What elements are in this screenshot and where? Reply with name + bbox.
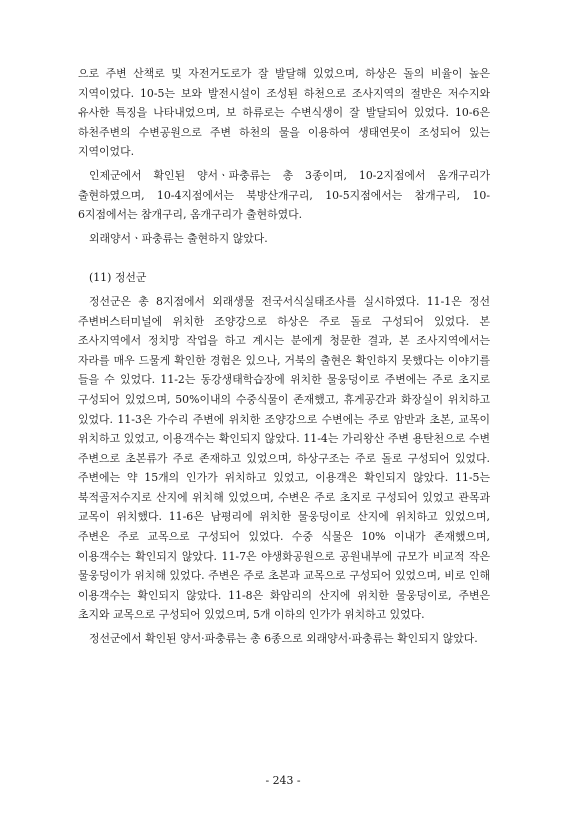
paragraph-inje-sites: 으로 주변 산책로 및 자전거도로가 잘 발달해 있었으며, 하상은 돌의 비율이 높은 지역이었다. 10-5는 보와 발전시설이 조성된 하천으로 조사지역의 절반은 저수지와 유사한 특징을 나타내었으며, 보 하류로는 수변식생이 잘 발달되어 있었다. 10-6은 하천주변의 수변공원으로 주변 하천의 물을 이용하여 생태연못이 조성되어 있는 지역이었다.: [78, 67, 490, 159]
paragraph-inje-species: 인제군에서 확인된 양서ㆍ파충류는 총 3종이며, 10-2지점에서 옴개구리가 출현하였으며, 10-4지점에서는 북방산개구리, 10-5지점에서는 참개구리, 10-6지점에서는 참개구리, 옴개구리가 출현하였다.: [78, 168, 490, 222]
paragraph-inje-alien: 외래양서ㆍ파충류는 출현하지 않았다.: [89, 231, 268, 245]
page-number: - 243 -: [265, 774, 301, 787]
section-heading-jeongseon: (11) 정선군: [89, 271, 147, 285]
page-body: [78, 64, 490, 653]
paragraph-jeongseon-sites: 정선군은 총 8지점에서 외래생물 전국서식실태조사를 실시하였다. 11-1은 정선 주변버스터미널에 위치한 조양강으로 하상은 주로 돌로 구성되어 있었다. 본 조사지역에서 정치망 작업을 하고 계시는 분에게 청문한 결과, 본 조사지역에서는 자라를 매우 드물게 확인한 경험은 있으나, 거북의 출현은 확인하지 못했다는 이야기를 들을 수 있었다. 11-2는 동강생태학습장에 위치한 물웅덩이로 주변에는 주로 초지로 구성되어 있었으며, 50%이내의 수중식물이 존재했고, 휴게공간과 화장실이 위치하고 있었다. 11-3은 가수리 주변에 위치한 조양강으로 수변에는 주로 암반과 초본, 교목이 위치하고 있었고, 이용객수는 확인되지 않았다. 11-4는 가리왕산 주변 용탄천으로 수변 주변으로 초본류가 주로 존재하고 있었으며, 하상구조는 주로 돌로 구성되어 있었다. 주변에는 약 15개의 인가가 위치하고 있었고, 이용객은 확인되지 않았다. 11-5는 북적골저수지로 산지에 위치해 있었으며, 수변은 주로 초지로 구성되어 있었고 관목과 교목이 위치했다. 11-6은 남평리에 위치한 물웅덩이로 산지에 위치하고 있었으며, 주변은 주로 교목으로 구성되어 있었다. 수중 식물은 10% 이내가 존재했으며, 이용객수는 확인되지 않았다. 11-7은 야생화공원으로 공원내부에 규모가 비교적 작은 물웅덩이가 위치해 있었다. 주변은 주로 초본과 교목으로 구성되어 있었으며, 비로 인해 이용객수는 확인되지 않았다. 11-8은 화암리의 산지에 위치한 물웅덩이로, 주변은 초지와 교목으로 구성되어 있었으며, 5개 이하의 인가가 위치하고 있었다.: [78, 294, 490, 622]
paragraph-jeongseon-species: 정선군에서 확인된 양서·파충류는 총 6종으로 외래양서·파충류는 확인되지 않았다.: [89, 632, 478, 646]
